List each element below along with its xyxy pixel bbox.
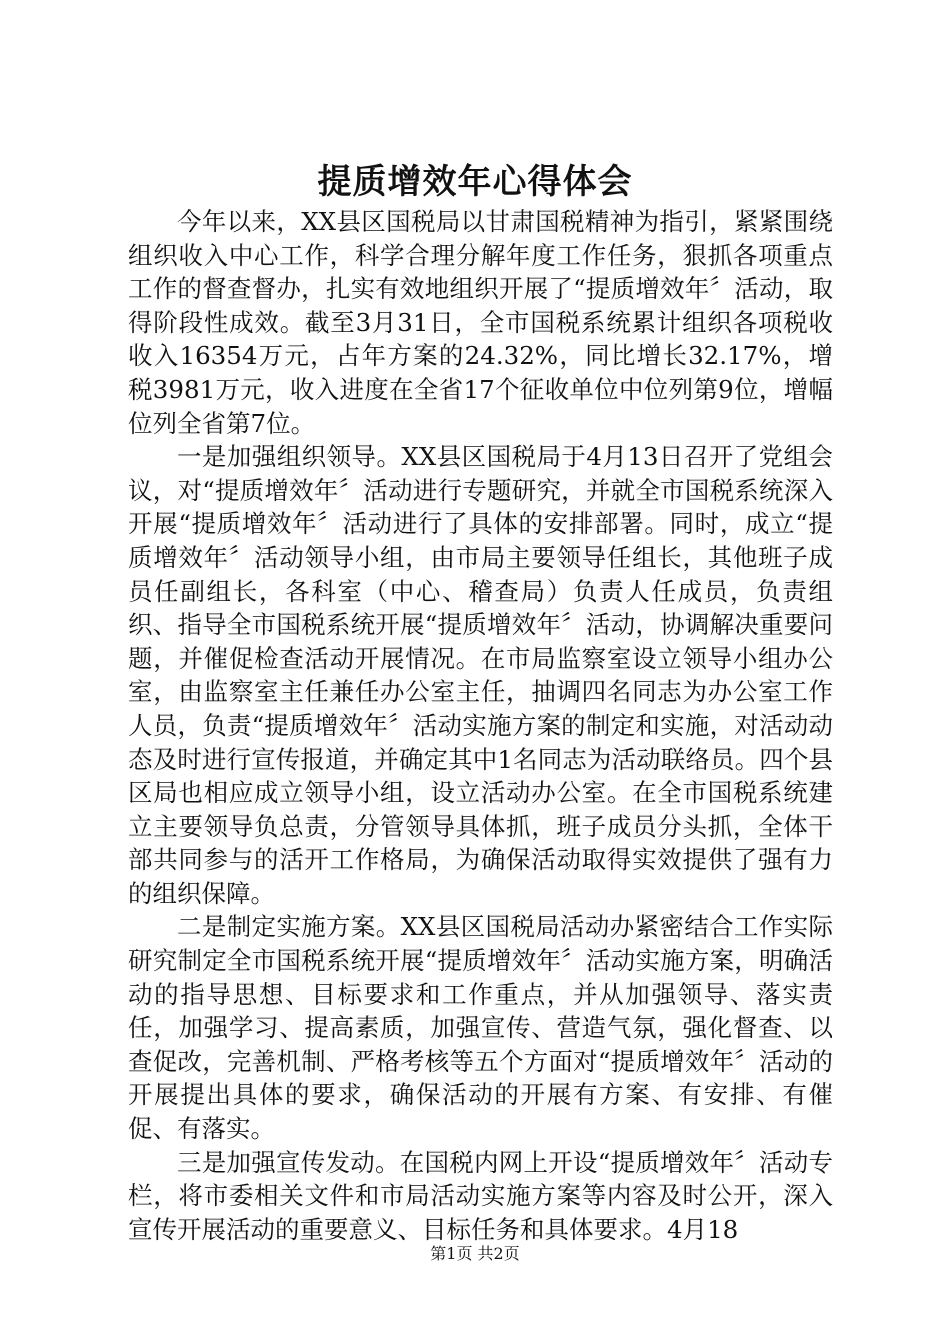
document-body xyxy=(128,205,833,1246)
paragraph-organization: 一是加强组织领导。XX县区国税局于4月13日召开了党组会议，对“提质增效年〞活动进行专题研究，并就全市国税系统深入开展“提质增效年〞活动进行了具体的安排部署。同时，成立“提质增效年〞活动领导小组，由市局主要领导任组长，其他班子成员任副组长，各科室（中心、稽查局）负责人任成员，负责组织、指导全市国税系统开展“提质增效年〞活动，协调解决重要问题，并催促检查活动开展情况。在市局监察室设立领导小组办公室，由监察室主任兼任办公室主任，抽调四名同志为办公室工作人员，负责“提质增效年〞活动实施方案的制定和实施，对活动动态及时进行宣传报道，并确定其中1名同志为活动联络员。四个县区局也相应成立领导小组，设立活动办公室。在全市国税系统建立主要领导负总责，分管领导具体抓，班子成员分头抓，全体干部共同参与的活开工作格局，为确保活动取得实效提供了强有力的组织保障。 xyxy=(128,442,833,908)
page-title: 提质增效年心得体会 xyxy=(317,162,633,202)
paragraph-publicity: 三是加强宣传发动。在国税内网上开设“提质增效年〞活动专栏，将市委相关文件和市局活动实施方案等内容及时公开，深入宣传开展活动的重要意义、目标任务和具体要求。4月18 xyxy=(128,1147,833,1244)
paragraph-intro: 今年以来，XX县区国税局以甘肃国税精神为指引，紧紧围绕组织收入中心工作，科学合理分解年度工作任务，狠抓各项重点工作的督查督办，扎实有效地组织开展了“提质增效年〞活动，取得阶段性成效。截至3月31日，全市国税系统累计组织各项税收收入16354万元，占年方案的24.32%，同比增长32.17%，增税3981万元，收入进度在全省17个征收单位中位列第9位，增幅位列全省第7位。 xyxy=(128,207,833,438)
paragraph-plan: 二是制定实施方案。XX县区国税局活动办紧密结合工作实际研究制定全市国税系统开展“提质增效年〞活动实施方案，明确活动的指导思想、目标要求和工作重点，并从加强领导、落实责任，加强学习、提高素质，加强宣传、营造气氛，强化督查、以查促改，完善机制、严格考核等五个方面对“提质增效年〞活动的开展提出具体的要求，确保活动的开展有方案、有安排、有催促、有落实。 xyxy=(128,912,833,1144)
page-footer: 第1页 共2页 xyxy=(430,1244,520,1263)
